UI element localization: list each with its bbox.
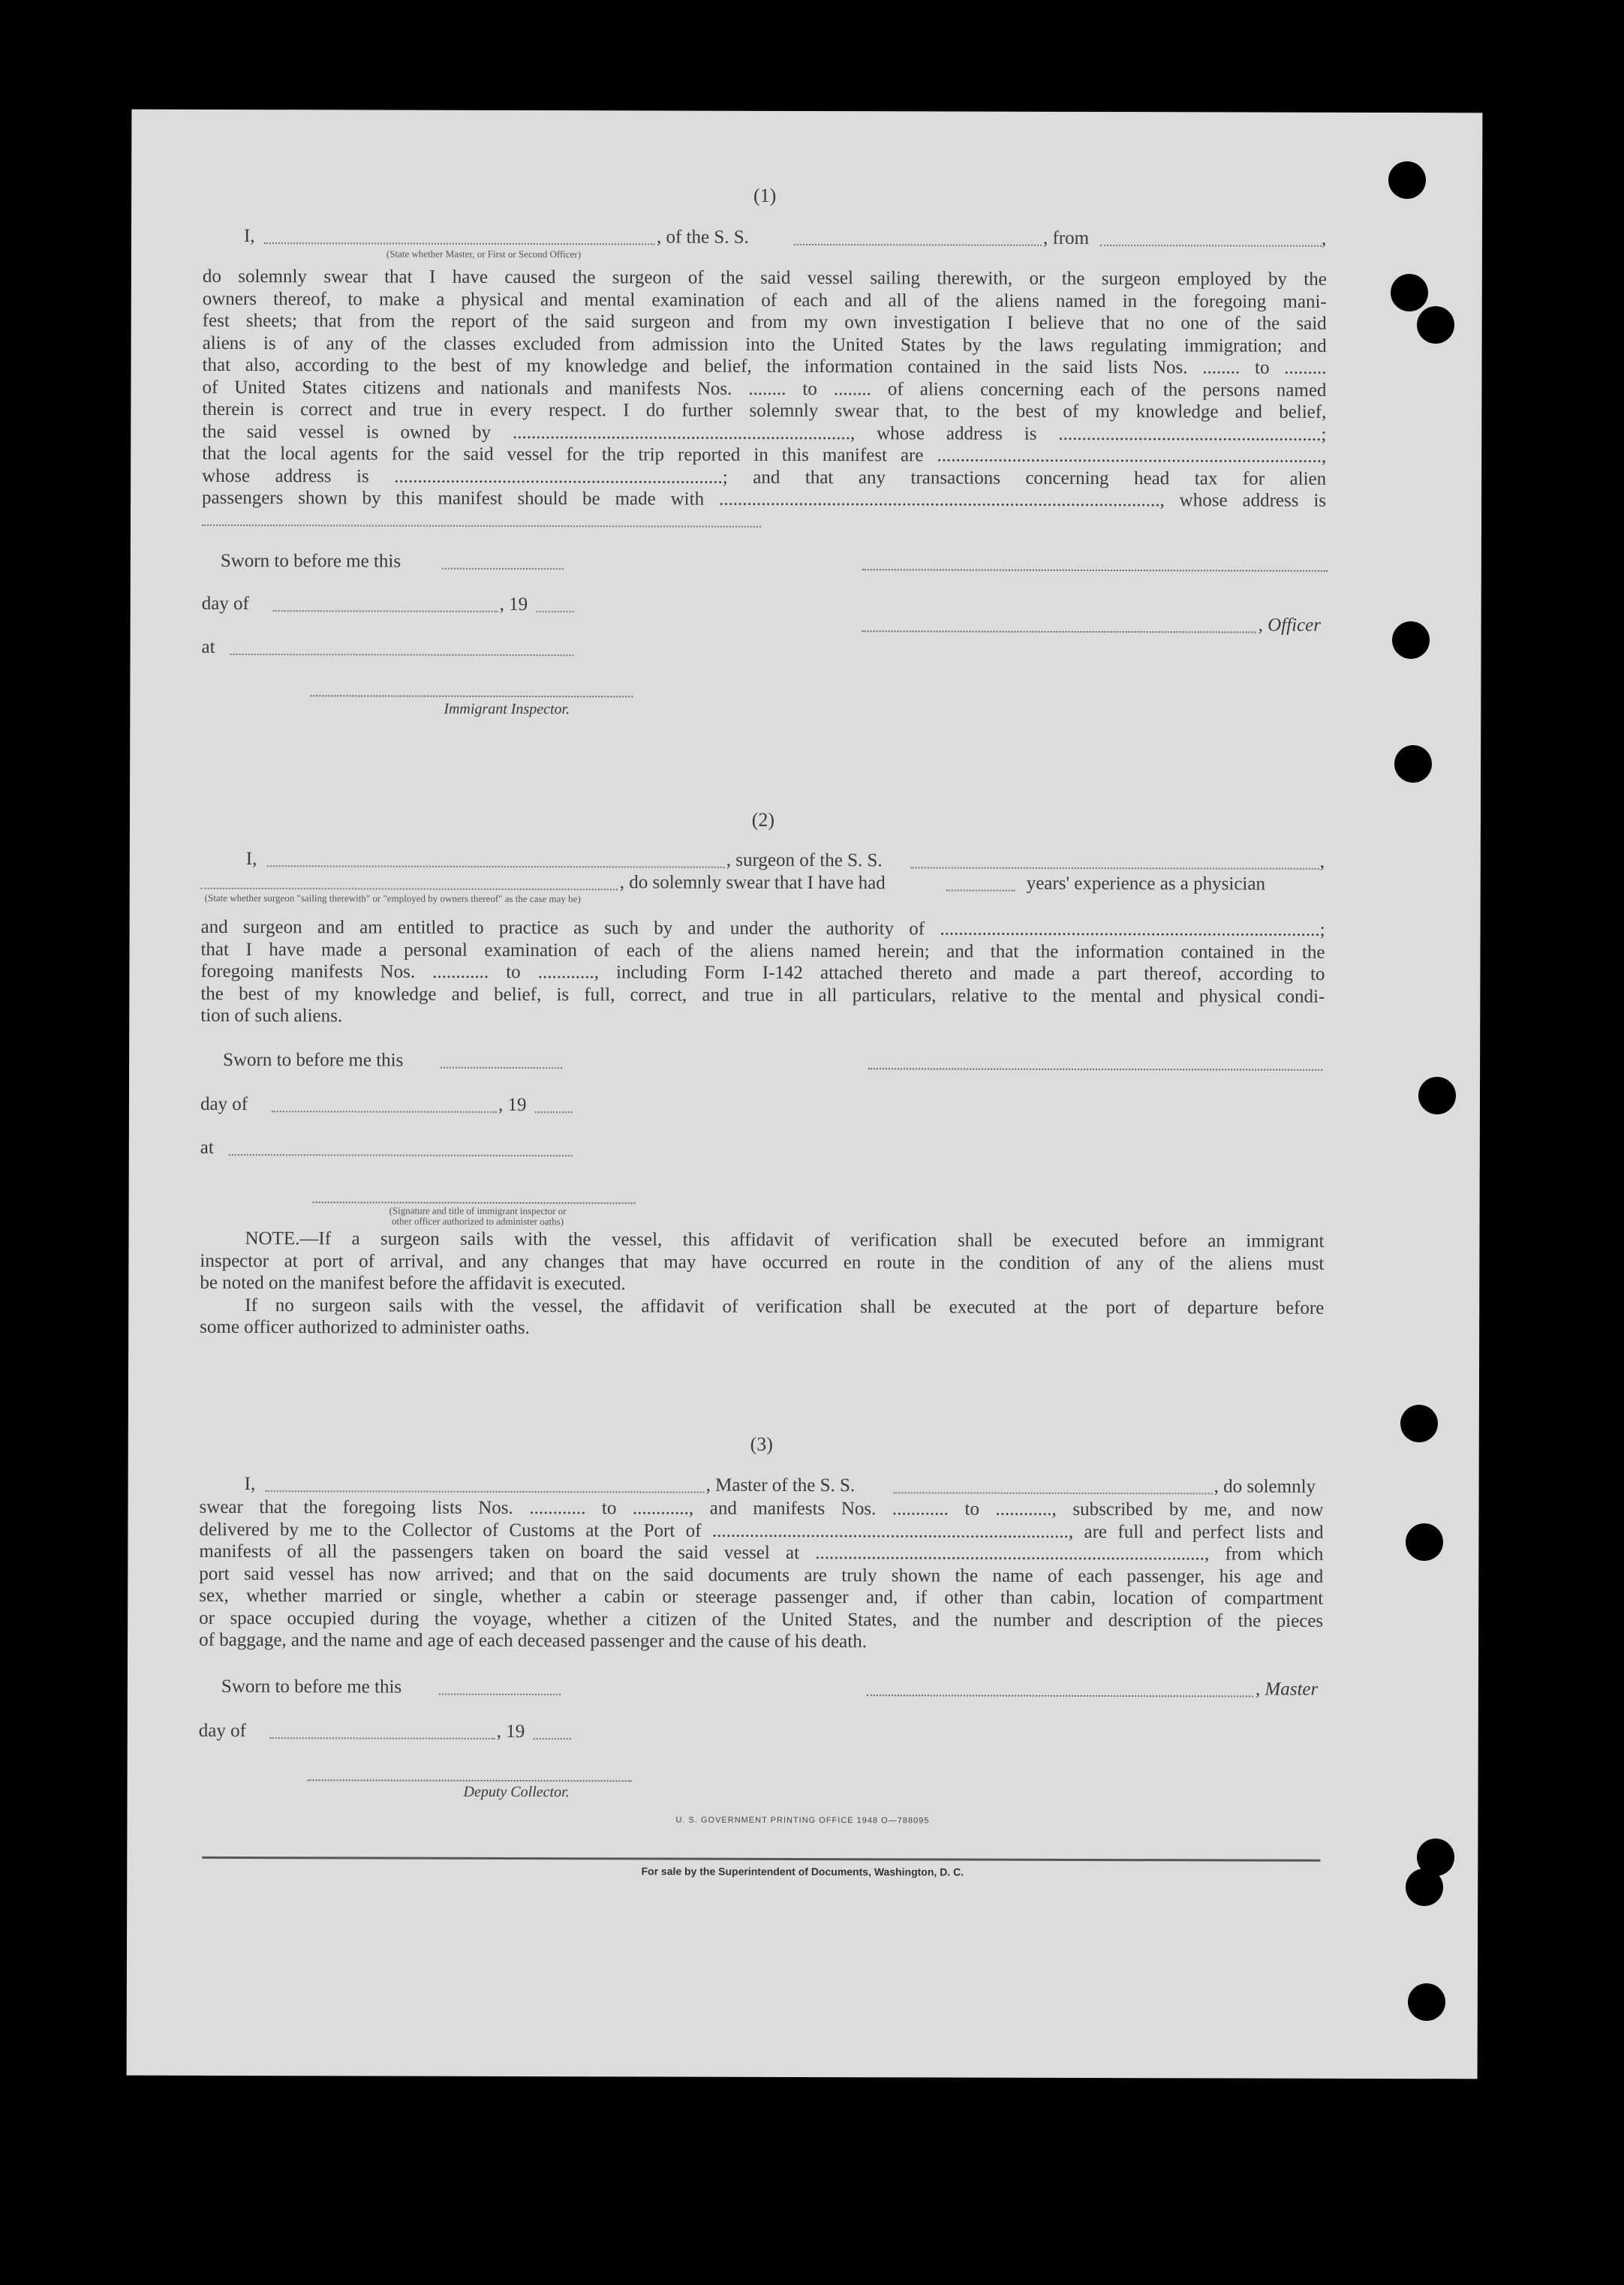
- section1-note: (State whether Master, or First or Second Officer): [386, 248, 582, 260]
- binder-hole: [1394, 745, 1432, 783]
- sworn-day-field-3[interactable]: [439, 1680, 561, 1695]
- binder-hole: [1406, 1523, 1443, 1561]
- officer-signature-line-1[interactable]: [862, 569, 1328, 572]
- collector-label: Deputy Collector.: [463, 1783, 570, 1801]
- section2-inspector-signature-line[interactable]: [313, 1201, 636, 1204]
- section1-line1: I, , of the S. S. , from ,: [243, 226, 1327, 249]
- binder-hole: [1400, 1405, 1438, 1442]
- section2-at-row: at: [200, 1138, 1325, 1141]
- section2-number: (2): [751, 808, 775, 831]
- year-field-2[interactable]: [535, 1098, 573, 1113]
- surgeon-name-field[interactable]: [267, 852, 725, 868]
- section2-note-block: NOTE.—If a surgeon sails with the vessel, this affidavit of verification shall be executed before an immigrant inspector at port of arrival, and any changes that may have occurred en route in the condition of any of the aliens must be noted on the manifest before the affidavit is executed. If no surgeon sails with the vessel, the affidavit of verification shall be executed at the port of departure before some officer authorized to administer oaths.: [200, 1228, 1325, 1339]
- officer-signature-line-2[interactable]: [862, 630, 1256, 633]
- surgeon-status-field[interactable]: [201, 874, 618, 890]
- head-tax-address-field[interactable]: [202, 510, 761, 527]
- at-place-field-1[interactable]: [230, 640, 574, 656]
- day-of-field-1[interactable]: [273, 597, 498, 612]
- section1-day-row: day of , 19: [202, 594, 1326, 597]
- binder-hole: [1408, 1983, 1445, 2021]
- section1-body: do solemnly swear that I have caused the surgeon of the said vessel sailing therewith, or the surgeon employed by the owners thereof, to make a physical and mental examination of each and all of the aliens named in the foregoing mani- fest sheets; that from the report of the said surgeon and from my own investigation I believe that no one of the said aliens is of any of the classes excluded from admission into the United States by the laws regulating immigration; and that also, according to the best of my knowledge and belief, the information contained in the said lists Nos. ........ to ......... of United States citizens and nationals and manifests Nos. ........ to ........ of aliens concerning each of the persons named therein is correct and true in every respect. I do further solemnly swear that, to the best of my knowledge and belief, the said vessel is owned by ........................................................................, whose address is ........................................................; that the local agents for the said vessel for the trip reported in this manifest are .................................................................................., whose address is ......................................................................; and that any transactions concerning head tax for alien passengers shown by this manifest should be made with .............................................................................................., whose address is: [202, 266, 1327, 532]
- section3-line1: I, , Master of the S. S. , do solemnly: [244, 1474, 1316, 1497]
- binder-hole: [1392, 621, 1430, 659]
- ship-name-field[interactable]: [794, 230, 1042, 246]
- section2-signature-note: (Signature and title of immigrant inspector or other officer authorized to administer oaths): [389, 1204, 567, 1228]
- section3-body: swear that the foregoing lists Nos. ............ to ............, and manifests Nos. ............ to ............, subscribed by me, and now delivered by me to the Collector of Customs at the Port of ............................................................................, are full and perfect lists and manifests of all the passengers taken on board the said vessel at ..................................................................................., from which port said vessel has now arrived; and that on the said documents are truly shown the name of each passenger, his age and sex, whether married or single, whether a cabin or steerage passenger and, if other than cabin, location of compartment or space occupied during the voyage, whether a citizen of the United States, and the number and description of the pieces of baggage, and the name and age of each deceased passenger and the cause of his death.: [199, 1496, 1324, 1652]
- binder-hole: [1417, 306, 1454, 344]
- binder-hole: [1391, 274, 1428, 311]
- section1-number: (1): [753, 184, 777, 206]
- officer-title-field[interactable]: [264, 229, 654, 245]
- collector-signature-line[interactable]: [308, 1779, 632, 1781]
- sworn-day-field-2[interactable]: [441, 1054, 562, 1069]
- inspector-label: Immigrant Inspector.: [444, 700, 570, 718]
- section1-at-row: at: [202, 637, 1326, 640]
- surgeon-signature-line[interactable]: [868, 1068, 1322, 1071]
- from-port-field[interactable]: [1100, 231, 1322, 247]
- year-field-3[interactable]: [534, 1724, 571, 1739]
- surgeon-ship-field[interactable]: [910, 853, 1319, 869]
- section2-line1: I, , surgeon of the S. S. ,: [245, 849, 1325, 872]
- section3-day-row: day of , 19: [199, 1721, 1323, 1724]
- for-sale-notice: For sale by the Superintendent of Documents, Washington, D. C.: [641, 1865, 964, 1878]
- master-signature-line[interactable]: [867, 1694, 1253, 1697]
- section2-line2: , do solemnly swear that I have had years' experience as a physician: [201, 871, 1325, 897]
- section1-officer-row: , Officer: [202, 612, 1326, 615]
- day-of-field-3[interactable]: [270, 1724, 495, 1739]
- section1-sworn-row: Sworn to before me this: [202, 551, 1326, 554]
- section2-sworn-row: Sworn to before me this: [200, 1050, 1325, 1053]
- at-place-field-2[interactable]: [229, 1141, 573, 1156]
- printer-imprint: U. S. GOVERNMENT PRINTING OFFICE 1948 O—788095: [675, 1815, 930, 1826]
- footer-rule: [202, 1857, 1320, 1862]
- section2-body: and surgeon and am entitled to practice as such by and under the authority of .................................................................................; that I have made a personal examination of each of the aliens named herein; and that the information contained in the foregoing manifests Nos. ............ to ............, including Form I-142 attached thereto and made a part thereof, according to the best of my knowledge and belief, is full, correct, and true in all particulars, relative to the mental and physical condi- tion of such aliens.: [200, 916, 1325, 1027]
- binder-hole: [1418, 1077, 1456, 1114]
- form-page: [127, 110, 1483, 2079]
- day-of-field-2[interactable]: [272, 1097, 497, 1113]
- section3-number: (3): [750, 1433, 773, 1455]
- binder-hole: [1406, 1869, 1443, 1906]
- sworn-day-field-1[interactable]: [442, 555, 564, 570]
- section2-day-row: day of , 19: [200, 1094, 1325, 1097]
- master-name-field[interactable]: [266, 1477, 705, 1493]
- binder-hole: [1388, 161, 1426, 199]
- section2-note: (State whether surgeon "sailing therewith" or "employed by owners thereof" as the case may be): [204, 891, 581, 905]
- years-experience-field[interactable]: [946, 876, 1015, 891]
- year-field-1[interactable]: [537, 597, 574, 612]
- section3-sworn-row: Sworn to before me this , Master: [221, 1676, 1319, 1700]
- inspector-signature-line[interactable]: [310, 695, 633, 697]
- master-ship-field[interactable]: [894, 1478, 1213, 1494]
